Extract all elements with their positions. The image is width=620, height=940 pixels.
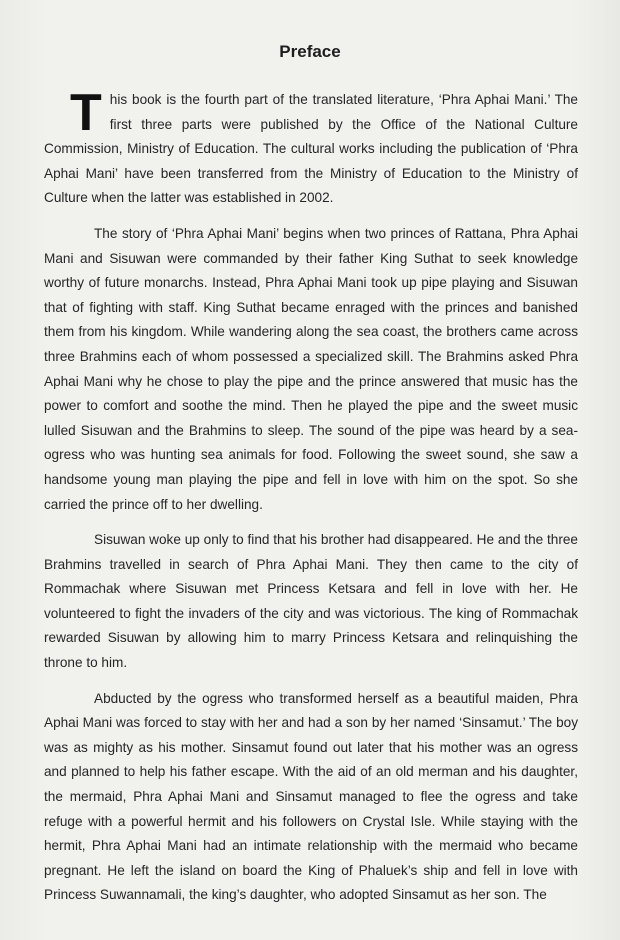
paragraph-1: [44, 84, 578, 211]
page-title: Preface: [279, 42, 341, 61]
paragraph-text: his book is the fourth part of the translated literature, ‘Phra Aphai Mani.’ The first three parts were published by the Office of the National Culture Commission, Ministry of Education. The cultural works including the publication of ‘Phra Aphai Mani’ have been transferred from the Ministry of Education to the Ministry of Culture when the latter was established in 2002.: [44, 92, 578, 206]
drop-cap: T: [70, 84, 102, 142]
body-text: [44, 84, 578, 919]
paragraph-2: The story of ‘Phra Aphai Mani’ begins when two princes of Rattana, Phra Aphai Mani and Sisuwan were commanded by their father King Suthat to seek knowledge worthy of future monarchs. Instead, Phra Aphai Mani took up pipe playing and Sisuwan that of fighting with staff. King Suthat became enraged with the princes and banished them from his kingdom. While wandering along the sea coast, the brothers came across three Brahmins each of whom possessed a specialized skill. The Brahmins asked Phra Aphai Mani why he chose to play the pipe and the prince answered that music has the power to comfort and soothe the mind. Then he played the pipe and the sweet music lulled Sisuwan and the Brahmins to sleep. The sound of the pipe was heard by a sea-ogress who was hunting sea animals for food. Following the sweet sound, she saw a handsome young man playing the pipe and fell in love with him on the spot. So she carried the prince off to her dwelling.: [44, 225, 578, 512]
paragraph-4: Abducted by the ogress who transformed herself as a beautiful maiden, Phra Aphai Mani was forced to stay with her and had a son by her named ‘Sinsamut.’ The boy was as mighty as his mother. Sinsamut found out later that his mother was an ogress and planned to help his father escape. With the aid of an old merman and his daughter, the mermaid, Phra Aphai Mani and Sinsamut managed to flee the ogress and take refuge with a powerful hermit and his followers on Crystal Isle. While staying with the hermit, Phra Aphai Mani had an intimate relationship with the mermaid who became pregnant. He left the island on board the King of Phaluek’s ship and fell in love with Princess Suwannamali, the king’s daughter, who adopted Sinsamut as her son. The: [44, 690, 578, 903]
paragraph-3: Sisuwan woke up only to find that his brother had disappeared. He and the three Brahmins travelled in search of Phra Aphai Mani. They then came to the city of Rommachak where Sisuwan met Princess Ketsara and fell in love with her. He volunteered to fight the invaders of the city and was victorious. The king of Rommachak rewarded Sisuwan by allowing him to marry Princess Ketsara and relinquishing the throne to him.: [44, 532, 578, 671]
